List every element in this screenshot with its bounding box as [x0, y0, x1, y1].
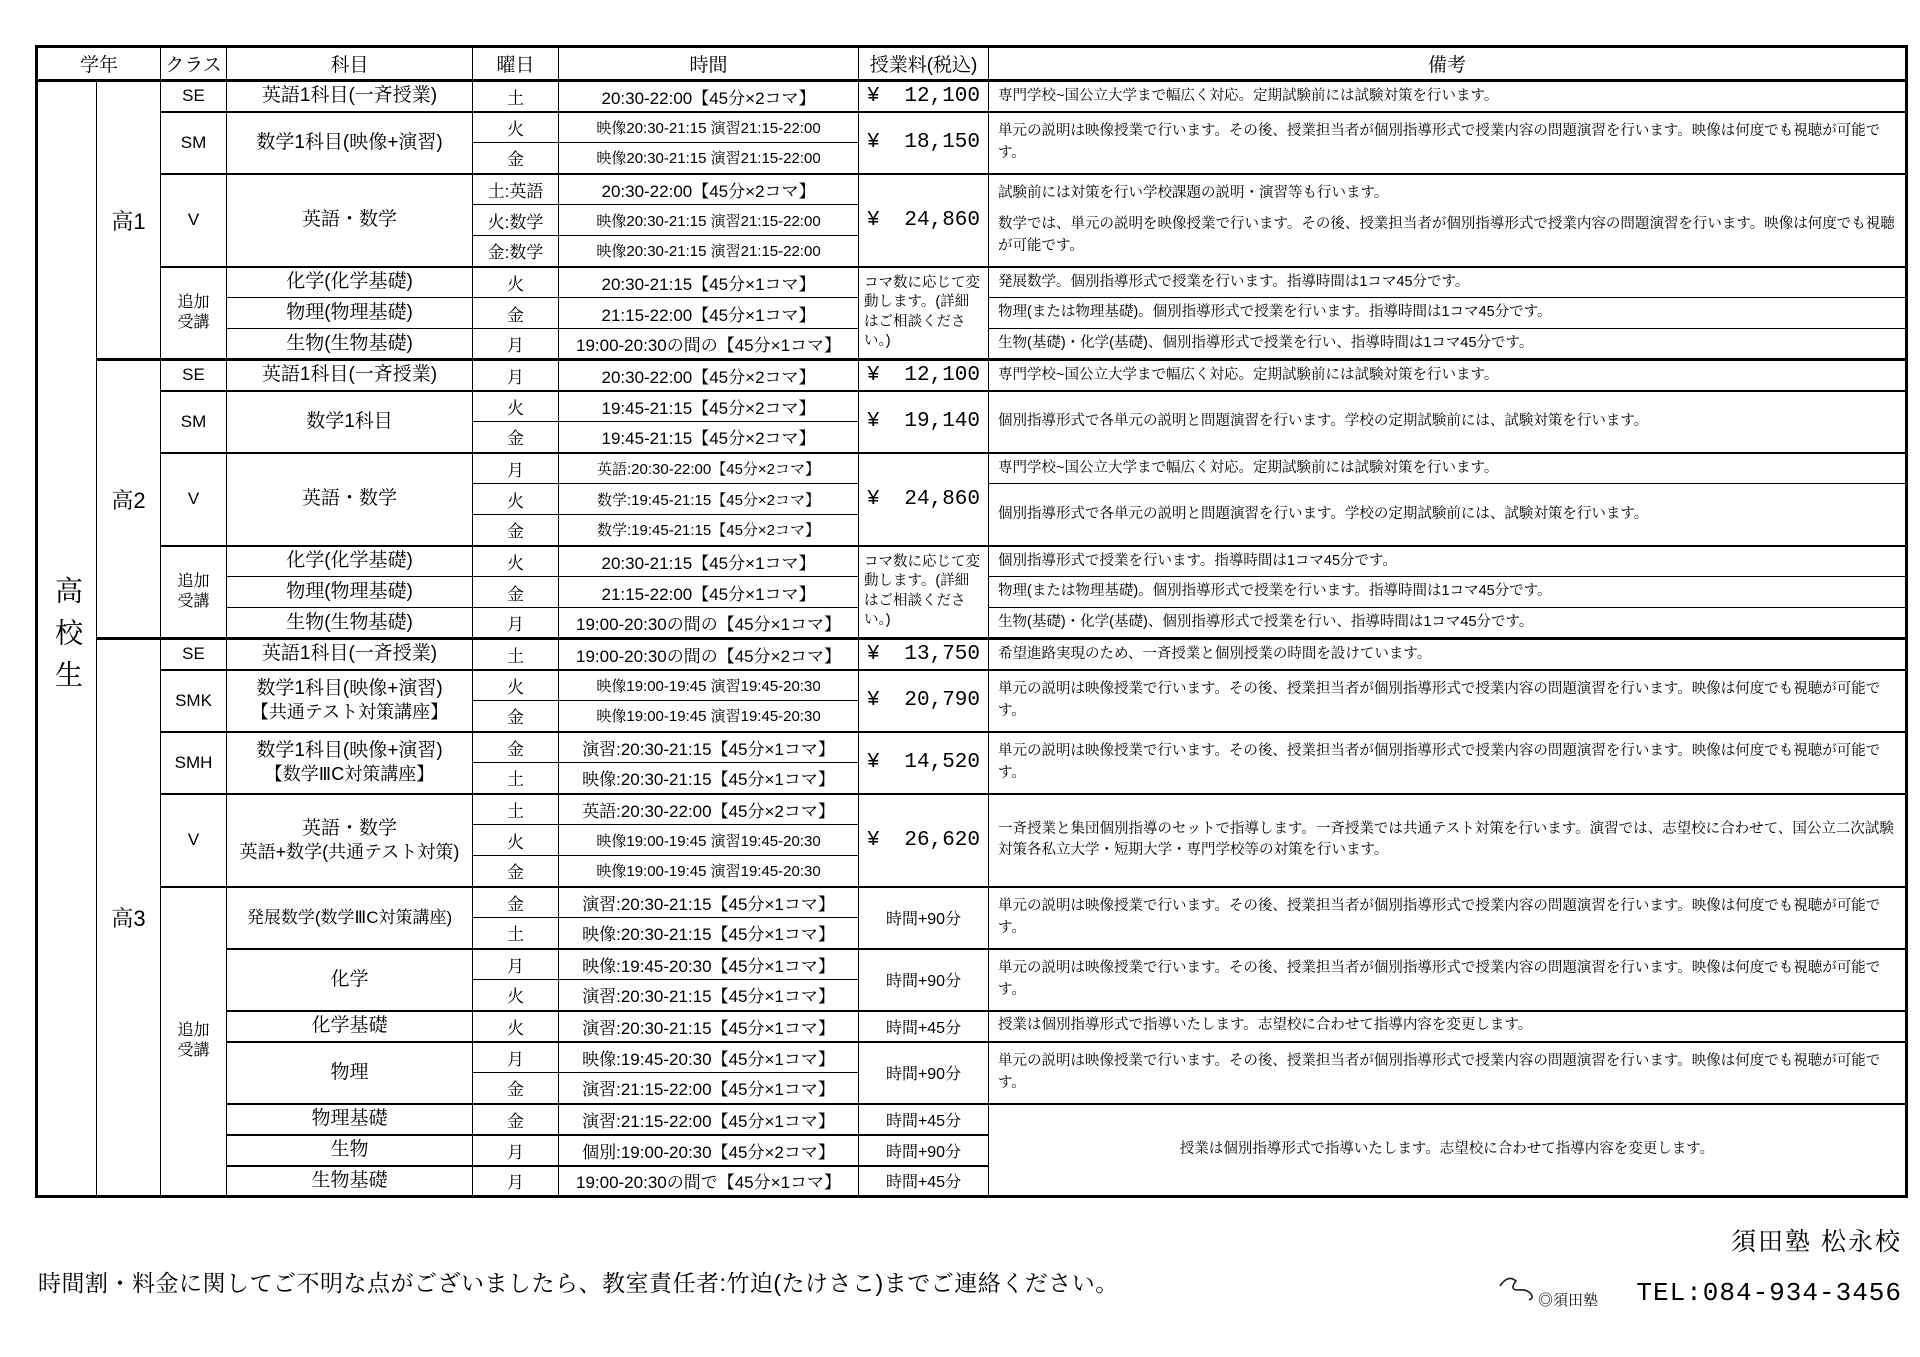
fee-cell: ¥ 13,750: [859, 639, 989, 670]
fee-cell: ¥ 18,150: [859, 112, 989, 174]
day-cell: 土: [473, 763, 559, 794]
currency-symbol: ¥: [867, 410, 880, 433]
header-class: クラス: [161, 47, 227, 81]
currency-symbol: ¥: [867, 689, 880, 712]
class-cell: V: [161, 794, 227, 887]
remark-cell: 専門学校~国公立大学まで幅広く対応。定期試験前には試験対策を行います。: [989, 453, 1907, 484]
day-cell: 金: [473, 732, 559, 763]
table-row: [37, 174, 1907, 205]
time-cell: 映像:19:45-20:30【45分×1コマ】: [559, 1042, 859, 1073]
remark-cell: 専門学校~国公立大学まで幅広く対応。定期試験前には試験対策を行います。: [989, 81, 1907, 112]
grade-label-g1: 高1: [97, 81, 161, 360]
table-row: [37, 639, 1907, 670]
subject-cell: 化学(化学基礎): [227, 546, 473, 577]
subject-cell: 化学(化学基礎): [227, 267, 473, 298]
fee-cell: ¥ 14,520: [859, 732, 989, 794]
time-cell: 19:45-21:15【45分×2コマ】: [559, 391, 859, 422]
subject-cell: 数学1科目(映像+演習): [227, 112, 473, 174]
signature-mark: [1500, 1278, 1532, 1300]
remark-cell: 単元の説明は映像授業で行います。その後、授業担当者が個別指導形式で授業内容の問題演習を行います。映像は何度でも視聴が可能です。: [989, 887, 1907, 949]
day-cell: 金: [473, 887, 559, 918]
day-cell: 金: [473, 298, 559, 329]
day-cell: 土:英語: [473, 174, 559, 205]
day-cell: 火: [473, 980, 559, 1011]
currency-symbol: ¥: [867, 751, 880, 774]
table-row: [37, 267, 1907, 298]
time-cell: 演習:20:30-21:15【45分×1コマ】: [559, 887, 859, 918]
subject-cell: 生物基礎: [227, 1166, 473, 1197]
remark-cell: 単元の説明は映像授業で行います。その後、授業担当者が個別指導形式で授業内容の問題演習を行います。映像は何度でも視聴が可能です。: [989, 112, 1907, 174]
class-cell: SE: [161, 360, 227, 391]
table-row: [37, 887, 1907, 918]
table-row: [37, 112, 1907, 143]
grade-label-g2: 高2: [97, 360, 161, 639]
subject-cell: 英語・数学: [227, 174, 473, 267]
currency-symbol: ¥: [867, 84, 880, 108]
table-row: [37, 949, 1907, 980]
fee-cell: ¥ 20,790: [859, 670, 989, 732]
remark-cell: 一斉授業と集団個別指導のセットで指導します。一斉授業では共通テスト対策を行います。演習では、志望校に合わせて、国公立二次試験対策各私立大学・短期大学・専門学校等の対策を行います。: [989, 794, 1907, 887]
currency-symbol: ¥: [867, 828, 880, 852]
day-cell: 金: [473, 515, 559, 546]
class-cell: SMK: [161, 670, 227, 732]
subject-cell: 物理基礎: [227, 1104, 473, 1135]
day-cell: 金:数学: [473, 236, 559, 267]
school-name: 須田塾 松永校: [1731, 1228, 1902, 1256]
day-cell: 金: [473, 1104, 559, 1135]
remark-cell: 単元の説明は映像授業で行います。その後、授業担当者が個別指導形式で授業内容の問題演習を行います。映像は何度でも視聴が可能です。: [989, 732, 1907, 794]
time-cell: 映像19:00-19:45 演習19:45-20:30: [559, 670, 859, 701]
day-cell: 火:数学: [473, 205, 559, 236]
remark-cell: 単元の説明は映像授業で行います。その後、授業担当者が個別指導形式で授業内容の問題演習を行います。映像は何度でも視聴が可能です。: [989, 949, 1907, 1011]
fee-hours-cell: 時間+90分: [859, 1042, 989, 1104]
day-cell: 火: [473, 391, 559, 422]
student-group-label: 高校生: [37, 81, 97, 1197]
class-cell: 追加受講: [161, 546, 227, 639]
table-row: [37, 1011, 1907, 1042]
day-cell: 月: [473, 360, 559, 391]
time-cell: 演習:20:30-21:15【45分×1コマ】: [559, 980, 859, 1011]
grade-label-g3: 高3: [97, 639, 161, 1197]
day-cell: 土: [473, 794, 559, 825]
fee-hours-cell: 時間+90分: [859, 887, 989, 949]
currency-symbol: ¥: [867, 208, 880, 232]
fee-note-cell: コマ数に応じて変動します。(詳細はご相談ください。): [859, 267, 989, 360]
table-row: [37, 794, 1907, 825]
remark-cell: 単元の説明は映像授業で行います。その後、授業担当者が個別指導形式で授業内容の問題演習を行います。映像は何度でも視聴が可能です。: [989, 1042, 1907, 1104]
time-cell: 19:45-21:15【45分×2コマ】: [559, 422, 859, 453]
class-cell: 追加受講: [161, 267, 227, 360]
time-cell: 19:00-20:30の間の【45分×1コマ】: [559, 329, 859, 360]
remark-cell: 単元の説明は映像授業で行います。その後、授業担当者が個別指導形式で授業内容の問題演習を行います。映像は何度でも視聴が可能です。: [989, 670, 1907, 732]
time-cell: 映像20:30-21:15 演習21:15-22:00: [559, 236, 859, 267]
fee-cell: ¥ 24,860: [859, 174, 989, 267]
remark-cell: 物理(または物理基礎)。個別指導形式で授業を行います。指導時間は1コマ45分です。: [989, 298, 1907, 329]
contact-note: 時間割・料金に関してご不明な点がございましたら、教室責任者:竹迫(たけさこ)までご連絡ください。: [38, 1270, 1119, 1296]
day-cell: 火: [473, 1011, 559, 1042]
class-cell: V: [161, 174, 227, 267]
time-cell: 映像:19:45-20:30【45分×1コマ】: [559, 949, 859, 980]
fee-hours-cell: 時間+90分: [859, 949, 989, 1011]
table-row: [37, 1042, 1907, 1073]
class-cell: 追加受講: [161, 887, 227, 1197]
day-cell: 月: [473, 453, 559, 484]
subject-cell: 発展数学(数学ⅢC対策講座): [227, 887, 473, 949]
time-cell: 演習:20:30-21:15【45分×1コマ】: [559, 732, 859, 763]
fee-hours-cell: 時間+45分: [859, 1166, 989, 1197]
time-cell: 映像19:00-19:45 演習19:45-20:30: [559, 701, 859, 732]
fee-cell: ¥ 12,100: [859, 360, 989, 391]
remark-cell: 専門学校~国公立大学まで幅広く対応。定期試験前には試験対策を行います。: [989, 360, 1907, 391]
time-cell: 映像:20:30-21:15【45分×1コマ】: [559, 918, 859, 949]
subject-cell: 生物(生物基礎): [227, 608, 473, 639]
time-cell: 20:30-22:00【45分×2コマ】: [559, 174, 859, 205]
table-row: [37, 391, 1907, 422]
time-cell: 映像:20:30-21:15【45分×1コマ】: [559, 763, 859, 794]
subject-cell: 物理(物理基礎): [227, 577, 473, 608]
time-cell: 20:30-21:15【45分×1コマ】: [559, 267, 859, 298]
fee-hours-cell: 時間+45分: [859, 1011, 989, 1042]
header-day: 曜日: [473, 47, 559, 81]
header-row: [37, 47, 1907, 81]
day-cell: 土: [473, 918, 559, 949]
svg-text:◎須田塾: ◎須田塾: [1538, 1292, 1599, 1309]
school-info-block: [1492, 1222, 1902, 1314]
subject-cell: 英語・数学 英語+数学(共通テスト対策): [227, 794, 473, 887]
phone-number: TEL:084-934-3456: [1636, 1278, 1902, 1308]
subject-cell: 数学1科目: [227, 391, 473, 453]
time-cell: 数学:19:45-21:15【45分×2コマ】: [559, 515, 859, 546]
remark-cell: 生物(基礎)・化学(基礎)、個別指導形式で授業を行い、指導時間は1コマ45分です。: [989, 608, 1907, 639]
time-cell: 19:00-20:30の間の【45分×1コマ】: [559, 608, 859, 639]
class-cell: SE: [161, 639, 227, 670]
currency-symbol: ¥: [867, 363, 880, 387]
class-cell: SMH: [161, 732, 227, 794]
currency-symbol: ¥: [867, 642, 880, 666]
time-cell: 21:15-22:00【45分×1コマ】: [559, 577, 859, 608]
day-cell: 月: [473, 1166, 559, 1197]
time-cell: 映像19:00-19:45 演習19:45-20:30: [559, 856, 859, 887]
day-cell: 金: [473, 143, 559, 174]
remark-cell: 個別指導形式で授業を行います。指導時間は1コマ45分です。: [989, 546, 1907, 577]
currency-symbol: ¥: [867, 487, 880, 511]
day-cell: 金: [473, 577, 559, 608]
fee-cell: ¥ 26,620: [859, 794, 989, 887]
time-cell: 英語:20:30-22:00【45分×2コマ】: [559, 794, 859, 825]
day-cell: 金: [473, 1073, 559, 1104]
header-subject: 科目: [227, 47, 473, 81]
table-row: [37, 732, 1907, 763]
remark-cell: 個別指導形式で各単元の説明と問題演習を行います。学校の定期試験前には、試験対策を行います。: [989, 484, 1907, 546]
subject-cell: 化学基礎: [227, 1011, 473, 1042]
subject-cell: 物理(物理基礎): [227, 298, 473, 329]
day-cell: 月: [473, 329, 559, 360]
remark-cell: 発展数学。個別指導形式で授業を行います。指導時間は1コマ45分です。: [989, 267, 1907, 298]
header-grade: 学年: [37, 47, 161, 81]
subject-cell: 生物(生物基礎): [227, 329, 473, 360]
day-cell: 月: [473, 608, 559, 639]
time-cell: 映像20:30-21:15 演習21:15-22:00: [559, 205, 859, 236]
time-cell: 演習:21:15-22:00【45分×1コマ】: [559, 1073, 859, 1104]
time-cell: 個別:19:00-20:30【45分×2コマ】: [559, 1135, 859, 1166]
subject-cell: 英語1科目(一斉授業): [227, 81, 473, 112]
table-row: [37, 1104, 1907, 1135]
time-cell: 19:00-20:30の間で【45分×1コマ】: [559, 1166, 859, 1197]
day-cell: 月: [473, 1042, 559, 1073]
time-cell: 英語:20:30-22:00【45分×2コマ】: [559, 453, 859, 484]
time-cell: 20:30-22:00【45分×2コマ】: [559, 360, 859, 391]
table-row: [37, 453, 1907, 484]
fee-cell: ¥ 12,100: [859, 81, 989, 112]
subject-cell: 数学1科目(映像+演習) 【共通テスト対策講座】: [227, 670, 473, 732]
day-cell: 火: [473, 546, 559, 577]
day-cell: 火: [473, 267, 559, 298]
day-cell: 金: [473, 422, 559, 453]
class-cell: SM: [161, 112, 227, 174]
day-cell: 火: [473, 670, 559, 701]
day-cell: 月: [473, 949, 559, 980]
subject-cell: 物理: [227, 1042, 473, 1104]
class-cell: SM: [161, 391, 227, 453]
currency-symbol: ¥: [867, 131, 880, 154]
remark-cell: 試験前には対策を行い学校課題の説明・演習等も行います。 数学では、単元の説明を映像授業で行います。その後、授業担当者が個別指導形式で授業内容の問題演習を行います。映像は何度でも視聴が可能です。: [989, 174, 1907, 267]
fee-hours-cell: 時間+90分: [859, 1135, 989, 1166]
time-cell: 19:00-20:30の間の【45分×2コマ】: [559, 639, 859, 670]
remark-cell: 授業は個別指導形式で指導いたします。志望校に合わせて指導内容を変更します。: [989, 1104, 1907, 1197]
time-cell: 演習:20:30-21:15【45分×1コマ】: [559, 1011, 859, 1042]
subject-cell: 化学: [227, 949, 473, 1011]
time-cell: 20:30-22:00【45分×2コマ】: [559, 81, 859, 112]
time-cell: 映像19:00-19:45 演習19:45-20:30: [559, 825, 859, 856]
time-cell: 映像20:30-21:15 演習21:15-22:00: [559, 112, 859, 143]
fee-hours-cell: 時間+45分: [859, 1104, 989, 1135]
timetable: [35, 45, 1908, 1198]
table-row: [37, 81, 1907, 112]
day-cell: 月: [473, 1135, 559, 1166]
day-cell: 金: [473, 701, 559, 732]
day-cell: 土: [473, 639, 559, 670]
time-cell: 演習:21:15-22:00【45分×1コマ】: [559, 1104, 859, 1135]
header-time: 時間: [559, 47, 859, 81]
day-cell: 土: [473, 81, 559, 112]
subject-cell: 英語・数学: [227, 453, 473, 546]
class-cell: SE: [161, 81, 227, 112]
time-cell: 21:15-22:00【45分×1コマ】: [559, 298, 859, 329]
fee-note-cell: コマ数に応じて変動します。(詳細はご相談ください。): [859, 546, 989, 639]
table-row: [37, 670, 1907, 701]
subject-cell: 英語1科目(一斉授業): [227, 360, 473, 391]
subject-cell: 英語1科目(一斉授業): [227, 639, 473, 670]
day-cell: 火: [473, 112, 559, 143]
day-cell: 火: [473, 825, 559, 856]
remark-cell: 個別指導形式で各単元の説明と問題演習を行います。学校の定期試験前には、試験対策を行います。: [989, 391, 1907, 453]
subject-cell: 数学1科目(映像+演習) 【数学ⅢC対策講座】: [227, 732, 473, 794]
remark-cell: 生物(基礎)・化学(基礎)、個別指導形式で授業を行い、指導時間は1コマ45分です。: [989, 329, 1907, 360]
sudajuku-logo: [1492, 1272, 1622, 1314]
header-remarks: 備考: [989, 47, 1907, 81]
time-cell: 数学:19:45-21:15【45分×2コマ】: [559, 484, 859, 515]
table-row: [37, 546, 1907, 577]
header-fee: 授業料(税込): [859, 47, 989, 81]
day-cell: 金: [473, 856, 559, 887]
table-row: [37, 360, 1907, 391]
remark-cell: 授業は個別指導形式で指導いたします。志望校に合わせて指導内容を変更します。: [989, 1011, 1907, 1042]
fee-cell: ¥ 19,140: [859, 391, 989, 453]
time-cell: 20:30-21:15【45分×1コマ】: [559, 546, 859, 577]
remark-cell: 物理(または物理基礎)。個別指導形式で授業を行います。指導時間は1コマ45分です。: [989, 577, 1907, 608]
subject-cell: 生物: [227, 1135, 473, 1166]
remark-cell: 希望進路実現のため、一斉授業と個別授業の時間を設けています。: [989, 639, 1907, 670]
class-cell: V: [161, 453, 227, 546]
time-cell: 映像20:30-21:15 演習21:15-22:00: [559, 143, 859, 174]
fee-cell: ¥ 24,860: [859, 453, 989, 546]
day-cell: 火: [473, 484, 559, 515]
